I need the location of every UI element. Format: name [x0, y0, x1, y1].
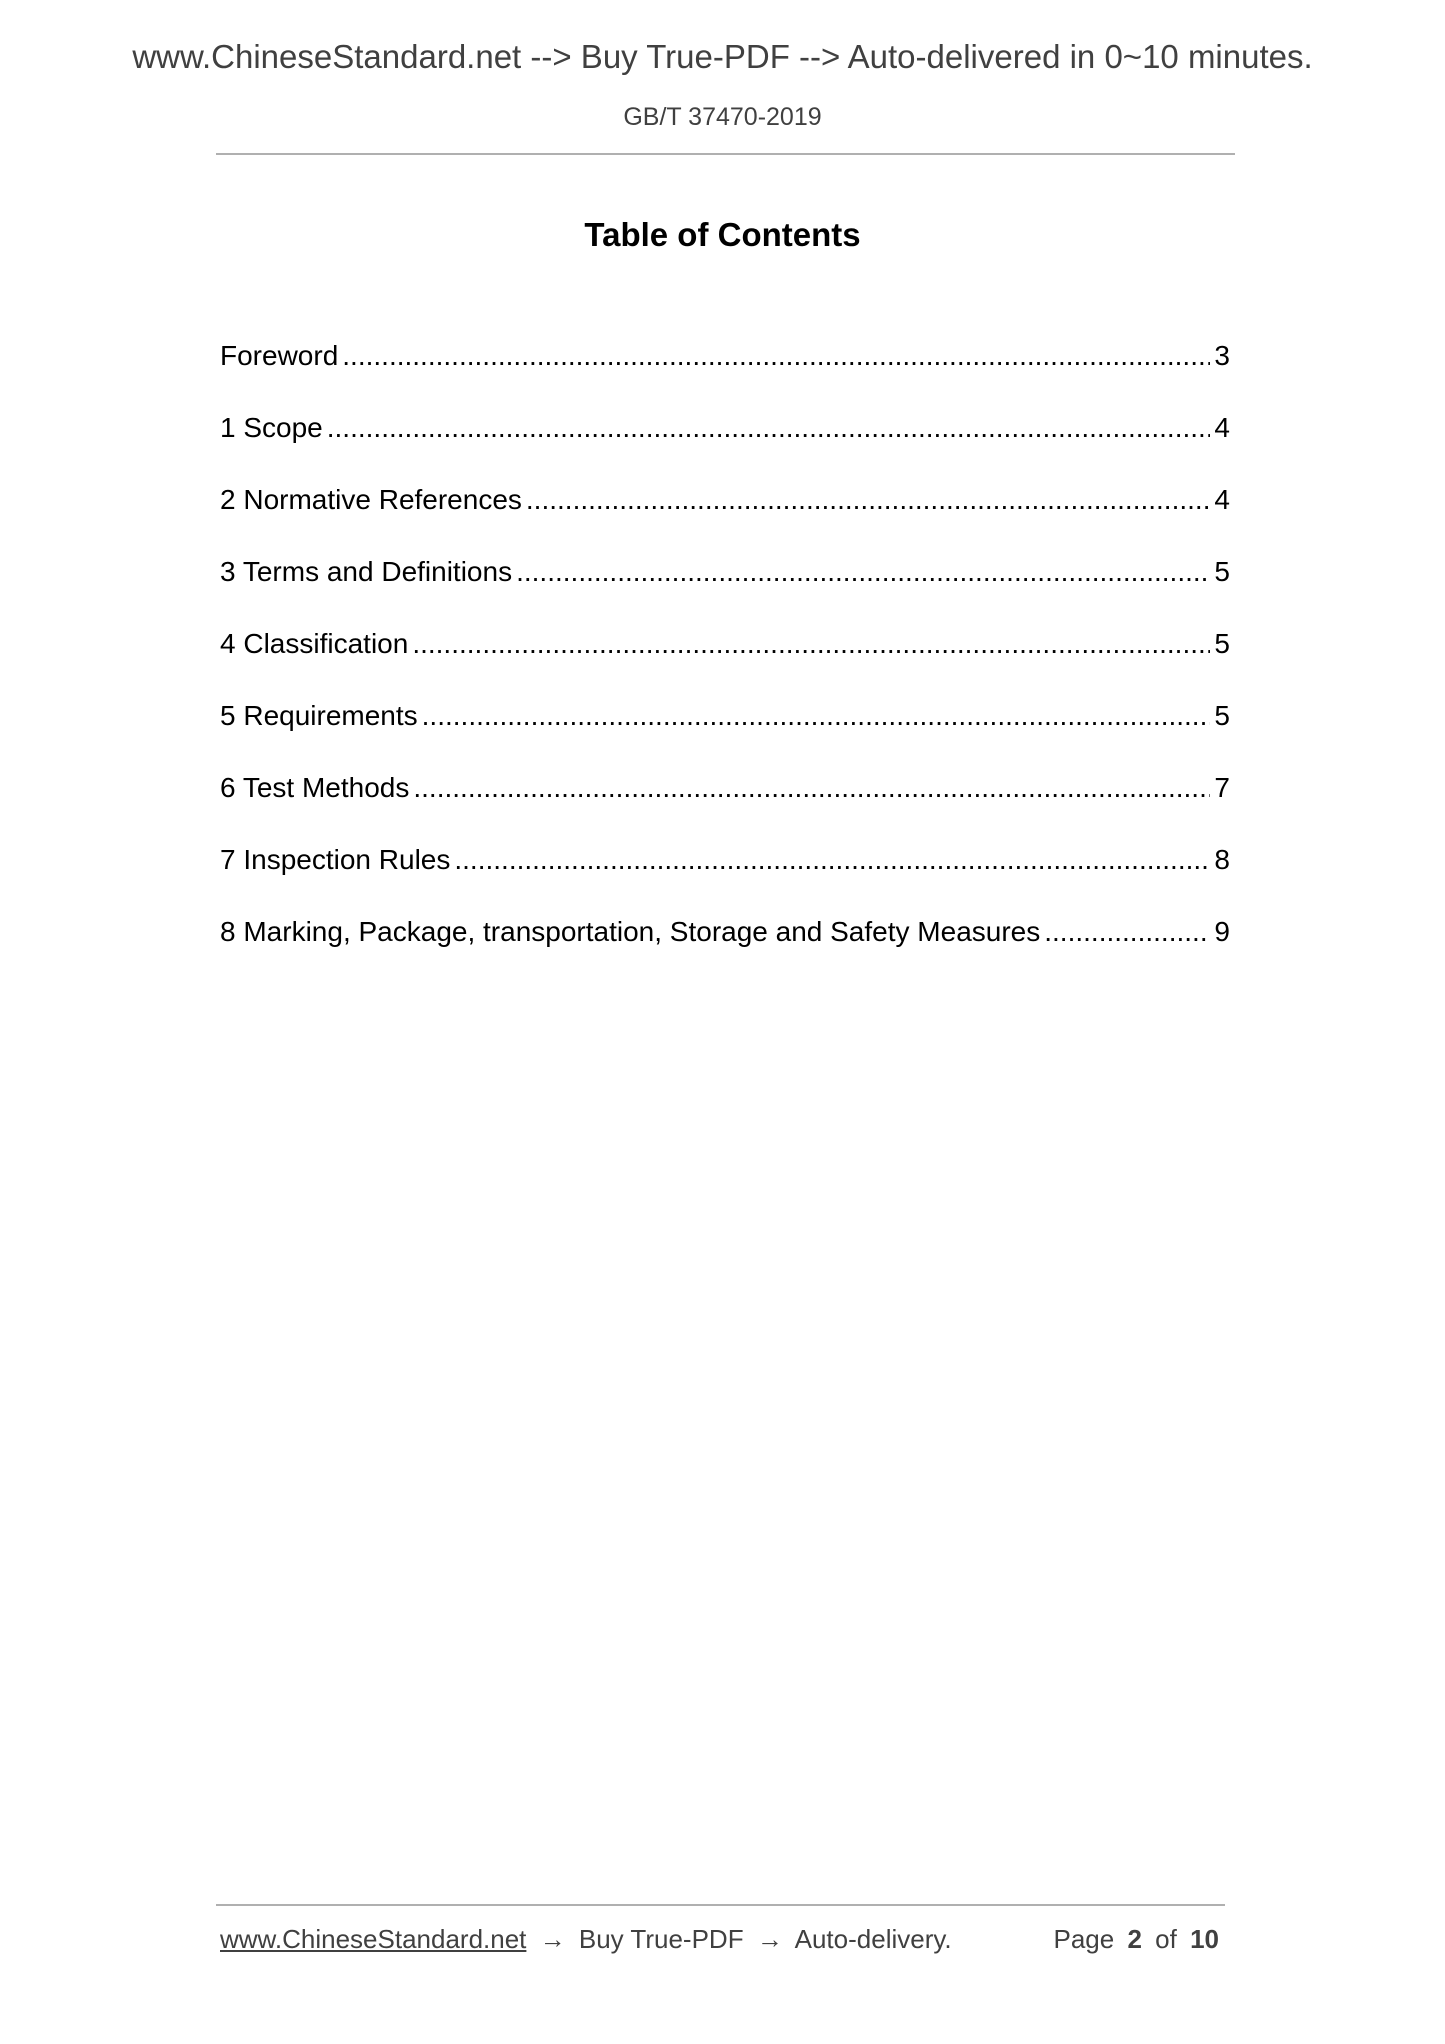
- dot-leader: [413, 770, 1210, 806]
- toc-entry-page: 4: [1214, 412, 1230, 443]
- dot-leader: [342, 338, 1210, 374]
- dot-leader: [1044, 914, 1210, 950]
- toc-entry-page: 5: [1214, 556, 1230, 587]
- toc-entry-label: 6 Test Methods: [220, 772, 410, 803]
- toc-title: Table of Contents: [584, 216, 861, 253]
- toc-entry-classification[interactable]: [220, 626, 1230, 698]
- toc-entry-page: 5: [1214, 628, 1230, 659]
- toc-entry-label: 4 Classification: [220, 628, 409, 659]
- toc-entry-page: 5: [1214, 700, 1230, 731]
- toc-entry-label: 2 Normative References: [220, 484, 522, 515]
- toc-entry-label: 7 Inspection Rules: [220, 844, 451, 875]
- chinesestandard-link[interactable]: www.ChineseStandard.net: [220, 1924, 527, 1954]
- page-label: Page: [1053, 1924, 1115, 1954]
- page-indicator: [1053, 1924, 1225, 1955]
- toc-entry-page: 3: [1214, 340, 1230, 371]
- toc-entry-inspection-rules[interactable]: [220, 842, 1230, 914]
- toc-entry-normative-references[interactable]: [220, 482, 1230, 554]
- toc-entry-marking-package[interactable]: [220, 914, 1230, 986]
- document-code: GB/T 37470-2019: [623, 103, 822, 131]
- dot-leader: [327, 410, 1211, 446]
- dot-leader: [412, 626, 1210, 662]
- footer-promo: [220, 1924, 952, 1955]
- toc-entry-page: 8: [1214, 844, 1230, 875]
- dot-leader: [526, 482, 1211, 518]
- toc-entry-terms-and-definitions[interactable]: [220, 554, 1230, 626]
- toc-entry-test-methods[interactable]: [220, 770, 1230, 842]
- arrow-right-icon: →: [539, 1924, 566, 1954]
- dot-leader: [516, 554, 1210, 590]
- toc-list: [220, 338, 1230, 986]
- dot-leader: [422, 698, 1211, 734]
- top-banner: www.ChineseStandard.net --> Buy True-PDF --> Auto-delivered in 0~10 minutes.: [132, 38, 1313, 75]
- dot-leader: [454, 842, 1210, 878]
- page-footer: [220, 1924, 1225, 1955]
- current-page-number: 2: [1127, 1924, 1142, 1954]
- toc-entry-label: 8 Marking, Package, transportation, Storage and Safety Measures: [220, 916, 1041, 947]
- toc-entry-label: Foreword: [220, 340, 339, 371]
- toc-entry-page: 7: [1214, 772, 1230, 803]
- toc-entry-requirements[interactable]: [220, 698, 1230, 770]
- toc-entry-label: 1 Scope: [220, 412, 323, 443]
- of-label: of: [1155, 1924, 1177, 1954]
- toc-entry-label: 3 Terms and Definitions: [220, 556, 513, 587]
- toc-entry-scope[interactable]: [220, 410, 1230, 482]
- arrow-right-icon: →: [756, 1924, 783, 1954]
- footer-divider: [216, 1904, 1225, 1906]
- footer-delivery-text: Auto-delivery.: [794, 1924, 952, 1954]
- total-pages-number: 10: [1190, 1924, 1219, 1954]
- footer-buy-text: Buy True-PDF: [578, 1924, 744, 1954]
- header-divider: [216, 153, 1235, 155]
- toc-entry-page: 4: [1214, 484, 1230, 515]
- toc-entry-foreword[interactable]: [220, 338, 1230, 410]
- toc-entry-page: 9: [1214, 916, 1230, 947]
- toc-entry-label: 5 Requirements: [220, 700, 418, 731]
